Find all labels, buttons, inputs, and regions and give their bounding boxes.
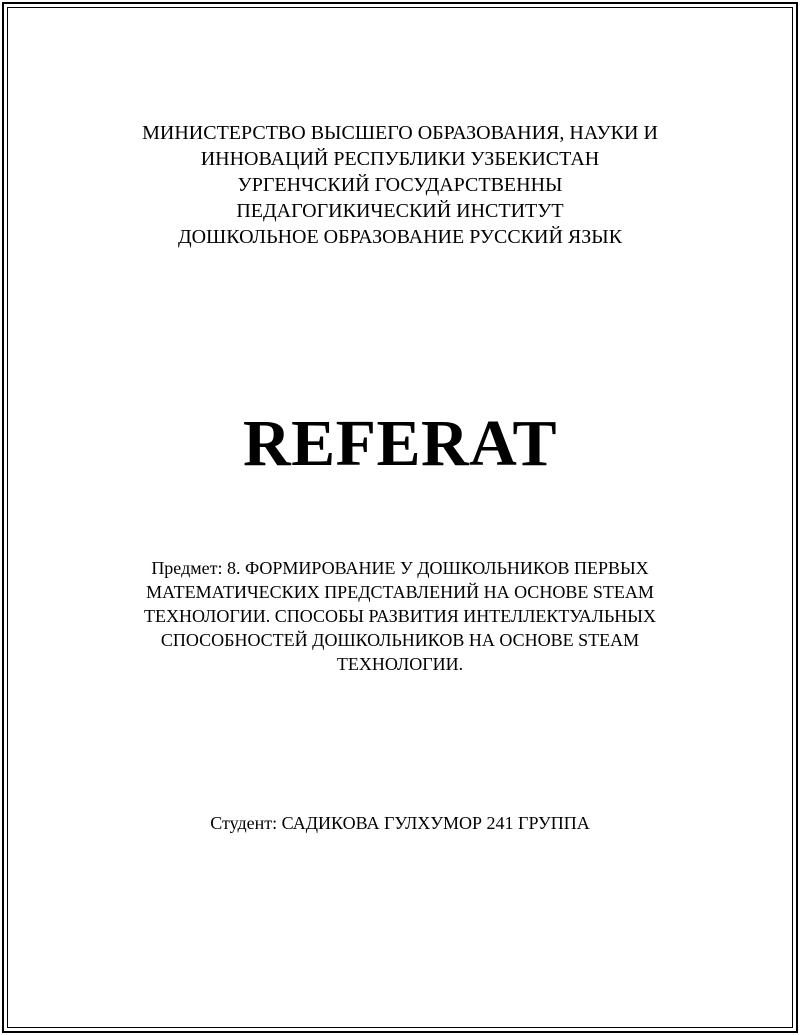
document-title: REFERAT [243, 407, 557, 480]
subject-line: Предмет: 8. ФОРМИРОВАНИЕ У ДОШКОЛЬНИКОВ ПЕРВЫХ [151, 558, 649, 578]
subject-line: ТЕХНОЛОГИИ. СПОСОБЫ РАЗВИТИЯ ИНТЕЛЛЕКТУАЛЬНЫХ [144, 606, 656, 626]
student-line: Студент: САДИКОВА ГУЛХУМОР 241 ГРУППА [210, 813, 590, 833]
header-line: ИННОВАЦИЙ РЕСПУБЛИКИ УЗБЕКИСТАН [200, 148, 600, 170]
header-line: ДОШКОЛЬНОЕ ОБРАЗОВАНИЕ РУССКИЙ ЯЗЫК [177, 226, 623, 248]
institution-header [0, 120, 800, 250]
header-line: МИНИСТЕРСТВО ВЫСШЕГО ОБРАЗОВАНИЯ, НАУКИ И [142, 122, 658, 144]
subject-line: ТЕХНОЛОГИИ. [336, 654, 464, 674]
subject-line: МАТЕМАТИЧЕСКИХ ПРЕДСТАВЛЕНИЙ НА ОСНОВЕ STEAM [146, 582, 654, 602]
subject-line: СПОСОБНОСТЕЙ ДОШКОЛЬНИКОВ НА ОСНОВЕ STEAM [160, 630, 640, 650]
subject-block [0, 556, 800, 676]
header-line: УРГЕНЧСКИЙ ГОСУДАРСТВЕННЫ [237, 174, 563, 196]
header-line: ПЕДАГОГИКИЧЕСКИЙ ИНСТИТУТ [236, 200, 564, 222]
